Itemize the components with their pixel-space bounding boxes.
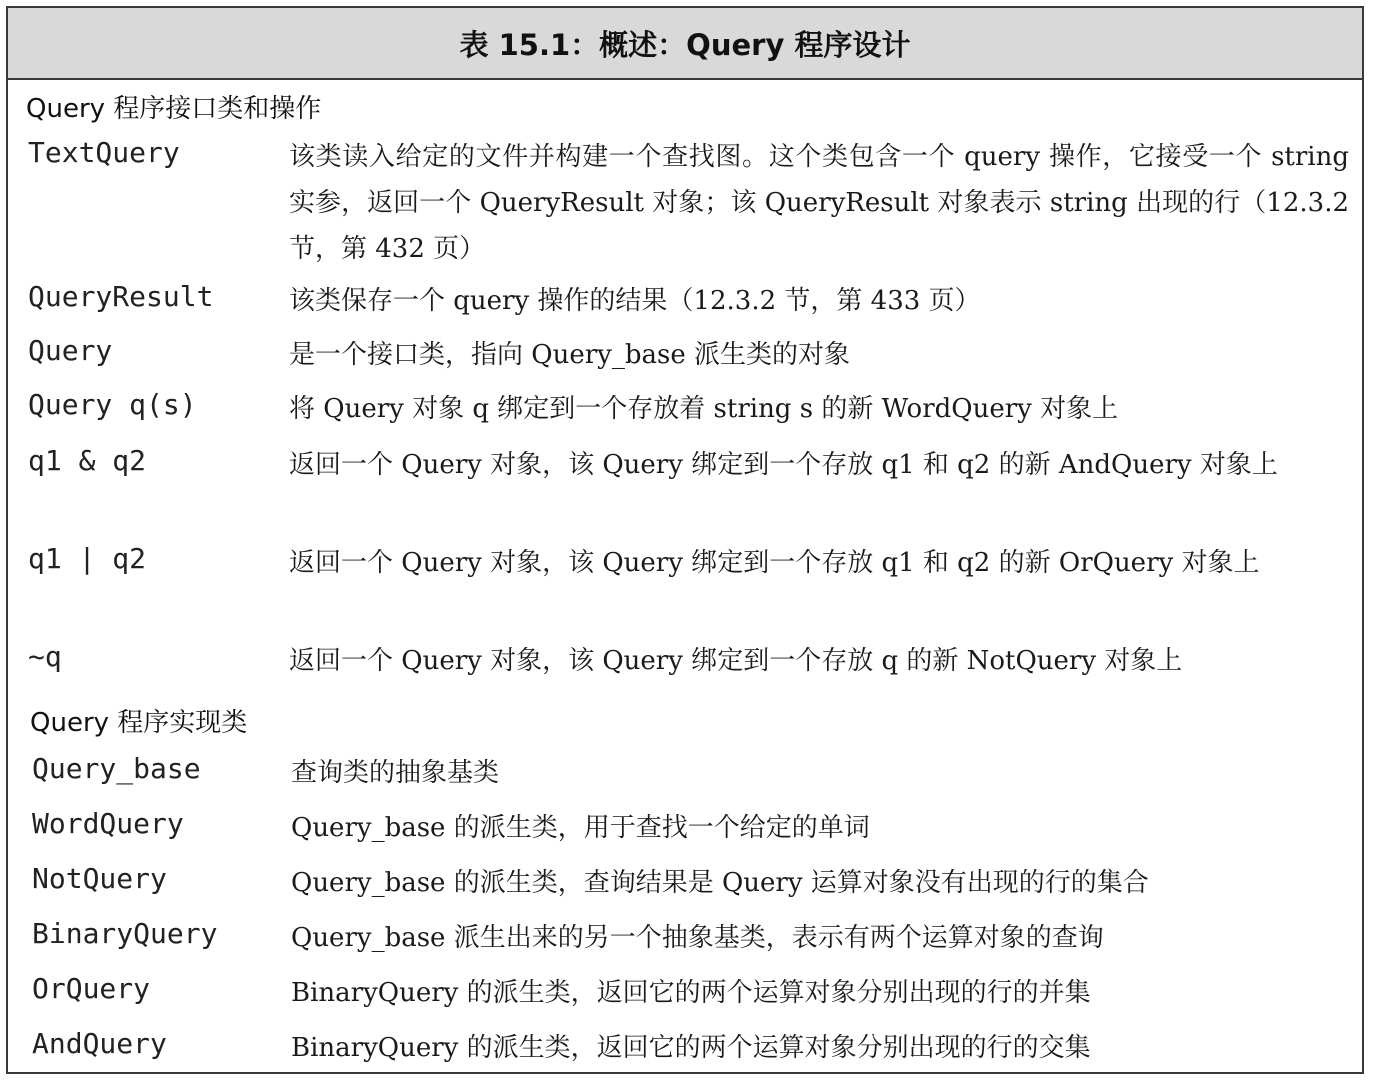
- description-cell: BinaryQuery 的派生类，返回它的两个运算对象分别出现的行的交集: [291, 1033, 1091, 1063]
- term-cell: ~q: [28, 640, 62, 673]
- description-cell: 返回一个 Query 对象，该 Query 绑定到一个存放 q 的新 NotQuery 对象上: [289, 646, 1183, 676]
- description-cell: 该类读入给定的文件并构建一个查找图。这个类包含一个 query 操作，它接受一个 string 实参，返回一个 QueryResult 对象；该 QueryResult 对象表示 string 出现的行（12.3.2 节，第 432 页）: [289, 142, 1349, 264]
- term-cell: Query q(s): [28, 388, 197, 421]
- term-cell: q1 | q2: [28, 542, 147, 575]
- term-cell: TextQuery: [28, 136, 180, 169]
- term-cell: OrQuery: [32, 972, 151, 1005]
- term-cell: q1 & q2: [28, 444, 147, 477]
- term-cell: AndQuery: [32, 1027, 167, 1060]
- description-cell: 返回一个 Query 对象，该 Query 绑定到一个存放 q1 和 q2 的新 AndQuery 对象上: [289, 450, 1278, 480]
- description-cell: 查询类的抽象基类: [291, 758, 500, 788]
- description-cell: BinaryQuery 的派生类，返回它的两个运算对象分别出现的行的并集: [291, 978, 1091, 1008]
- description-cell: 是一个接口类，指向 Query_base 派生类的对象: [289, 340, 850, 370]
- term-cell: QueryResult: [28, 280, 214, 313]
- description-cell: 返回一个 Query 对象，该 Query 绑定到一个存放 q1 和 q2 的新 OrQuery 对象上: [289, 548, 1260, 578]
- description-cell: 该类保存一个 query 操作的结果（12.3.2 节，第 433 页）: [289, 286, 981, 316]
- term-cell: Query: [28, 334, 113, 367]
- section-heading-implementation: Query 程序实现类: [30, 708, 248, 738]
- term-cell: BinaryQuery: [32, 917, 218, 950]
- term-cell: Query_base: [32, 752, 201, 785]
- description-cell: Query_base 的派生类，查询结果是 Query 运算对象没有出现的行的集合: [291, 868, 1149, 898]
- section-heading-interface: Query 程序接口类和操作: [26, 94, 322, 124]
- description-cell: 将 Query 对象 q 绑定到一个存放着 string s 的新 WordQuery 对象上: [289, 394, 1119, 424]
- description-cell: Query_base 的派生类，用于查找一个给定的单词: [291, 813, 870, 843]
- description-cell: Query_base 派生出来的另一个抽象基类，表示有两个运算对象的查询: [291, 923, 1104, 953]
- term-cell: NotQuery: [32, 862, 167, 895]
- table-caption: 表 15.1：概述：Query 程序设计: [8, 8, 1362, 80]
- summary-table: [6, 6, 1364, 1074]
- term-cell: WordQuery: [32, 807, 184, 840]
